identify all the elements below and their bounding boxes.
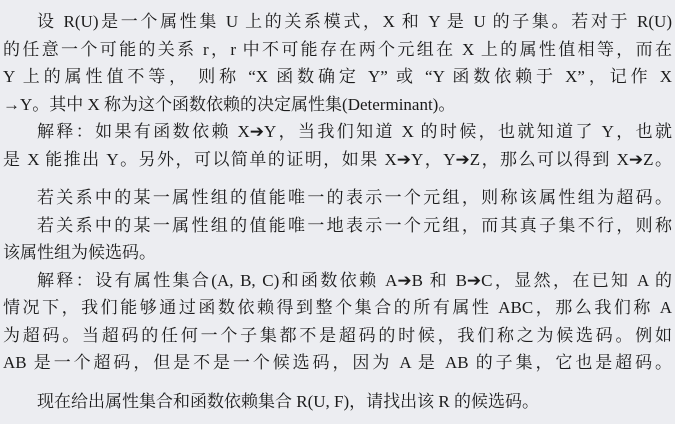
paragraph (3, 184, 672, 212)
text-line: 设 R(U)是一个属性集 U 上的关系模式，X 和 Y 是 U 的子集。若对于 R(U) (37, 12, 672, 31)
text-line: Y 上的属性值不等， 则称 “X 函数确定 Y” 或 “Y 函数依赖于 X”，记作 X (3, 67, 672, 86)
paragraph (3, 118, 672, 173)
text-line: 若关系中的某一属性组的值能唯一的表示一个元组，则称该属性组为超码。 (37, 188, 672, 207)
text-line: 的任意一个可能的关系 r，r 中不可能存在两个元组在 X 上的属性值相等，而在 (3, 39, 672, 59)
paragraph (3, 388, 672, 416)
text-line: →Y。其中 X 称为这个函数依赖的决定属性集(Determinant)。 (3, 94, 456, 114)
text-line: 若关系中的某一属性组的值能唯一地表示一个元组，而其真子集不行，则称 (37, 215, 672, 235)
text-line: 是 X 能推出 Y。另外，可以简单的证明，如果 X➔Y，Y➔Z，那么可以得到 X➔Z。 (3, 149, 672, 169)
paragraph (3, 267, 672, 377)
text-line: 解释：设有属性集合(A, B, C)和函数依赖 A➔B 和 B➔C，显然，在已知 A 的 (37, 270, 672, 290)
text-line: 解释：如果有函数依赖 X➔Y，当我们知道 X 的时候，也就知道了 Y，也就 (37, 122, 672, 141)
text-line: 为超码。当超码的任何一个子集都不是超码的时候，我们称之为候选码。例如 (3, 325, 672, 345)
paragraph (3, 212, 672, 267)
paragraph (3, 8, 672, 118)
text-line: 现在给出属性集合和函数依赖集合 R(U, F)，请找出该 R 的候选码。 (37, 391, 539, 411)
text-line: AB 是一个超码，但是不是一个候选码，因为 A 是 AB 的子集，它也是超码。 (3, 353, 672, 372)
text-line: 情况下，我们能够通过函数依赖得到整个集合的所有属性 ABC，那么我们称 A (3, 298, 672, 317)
text-line: 该属性组为候选码。 (3, 243, 156, 262)
